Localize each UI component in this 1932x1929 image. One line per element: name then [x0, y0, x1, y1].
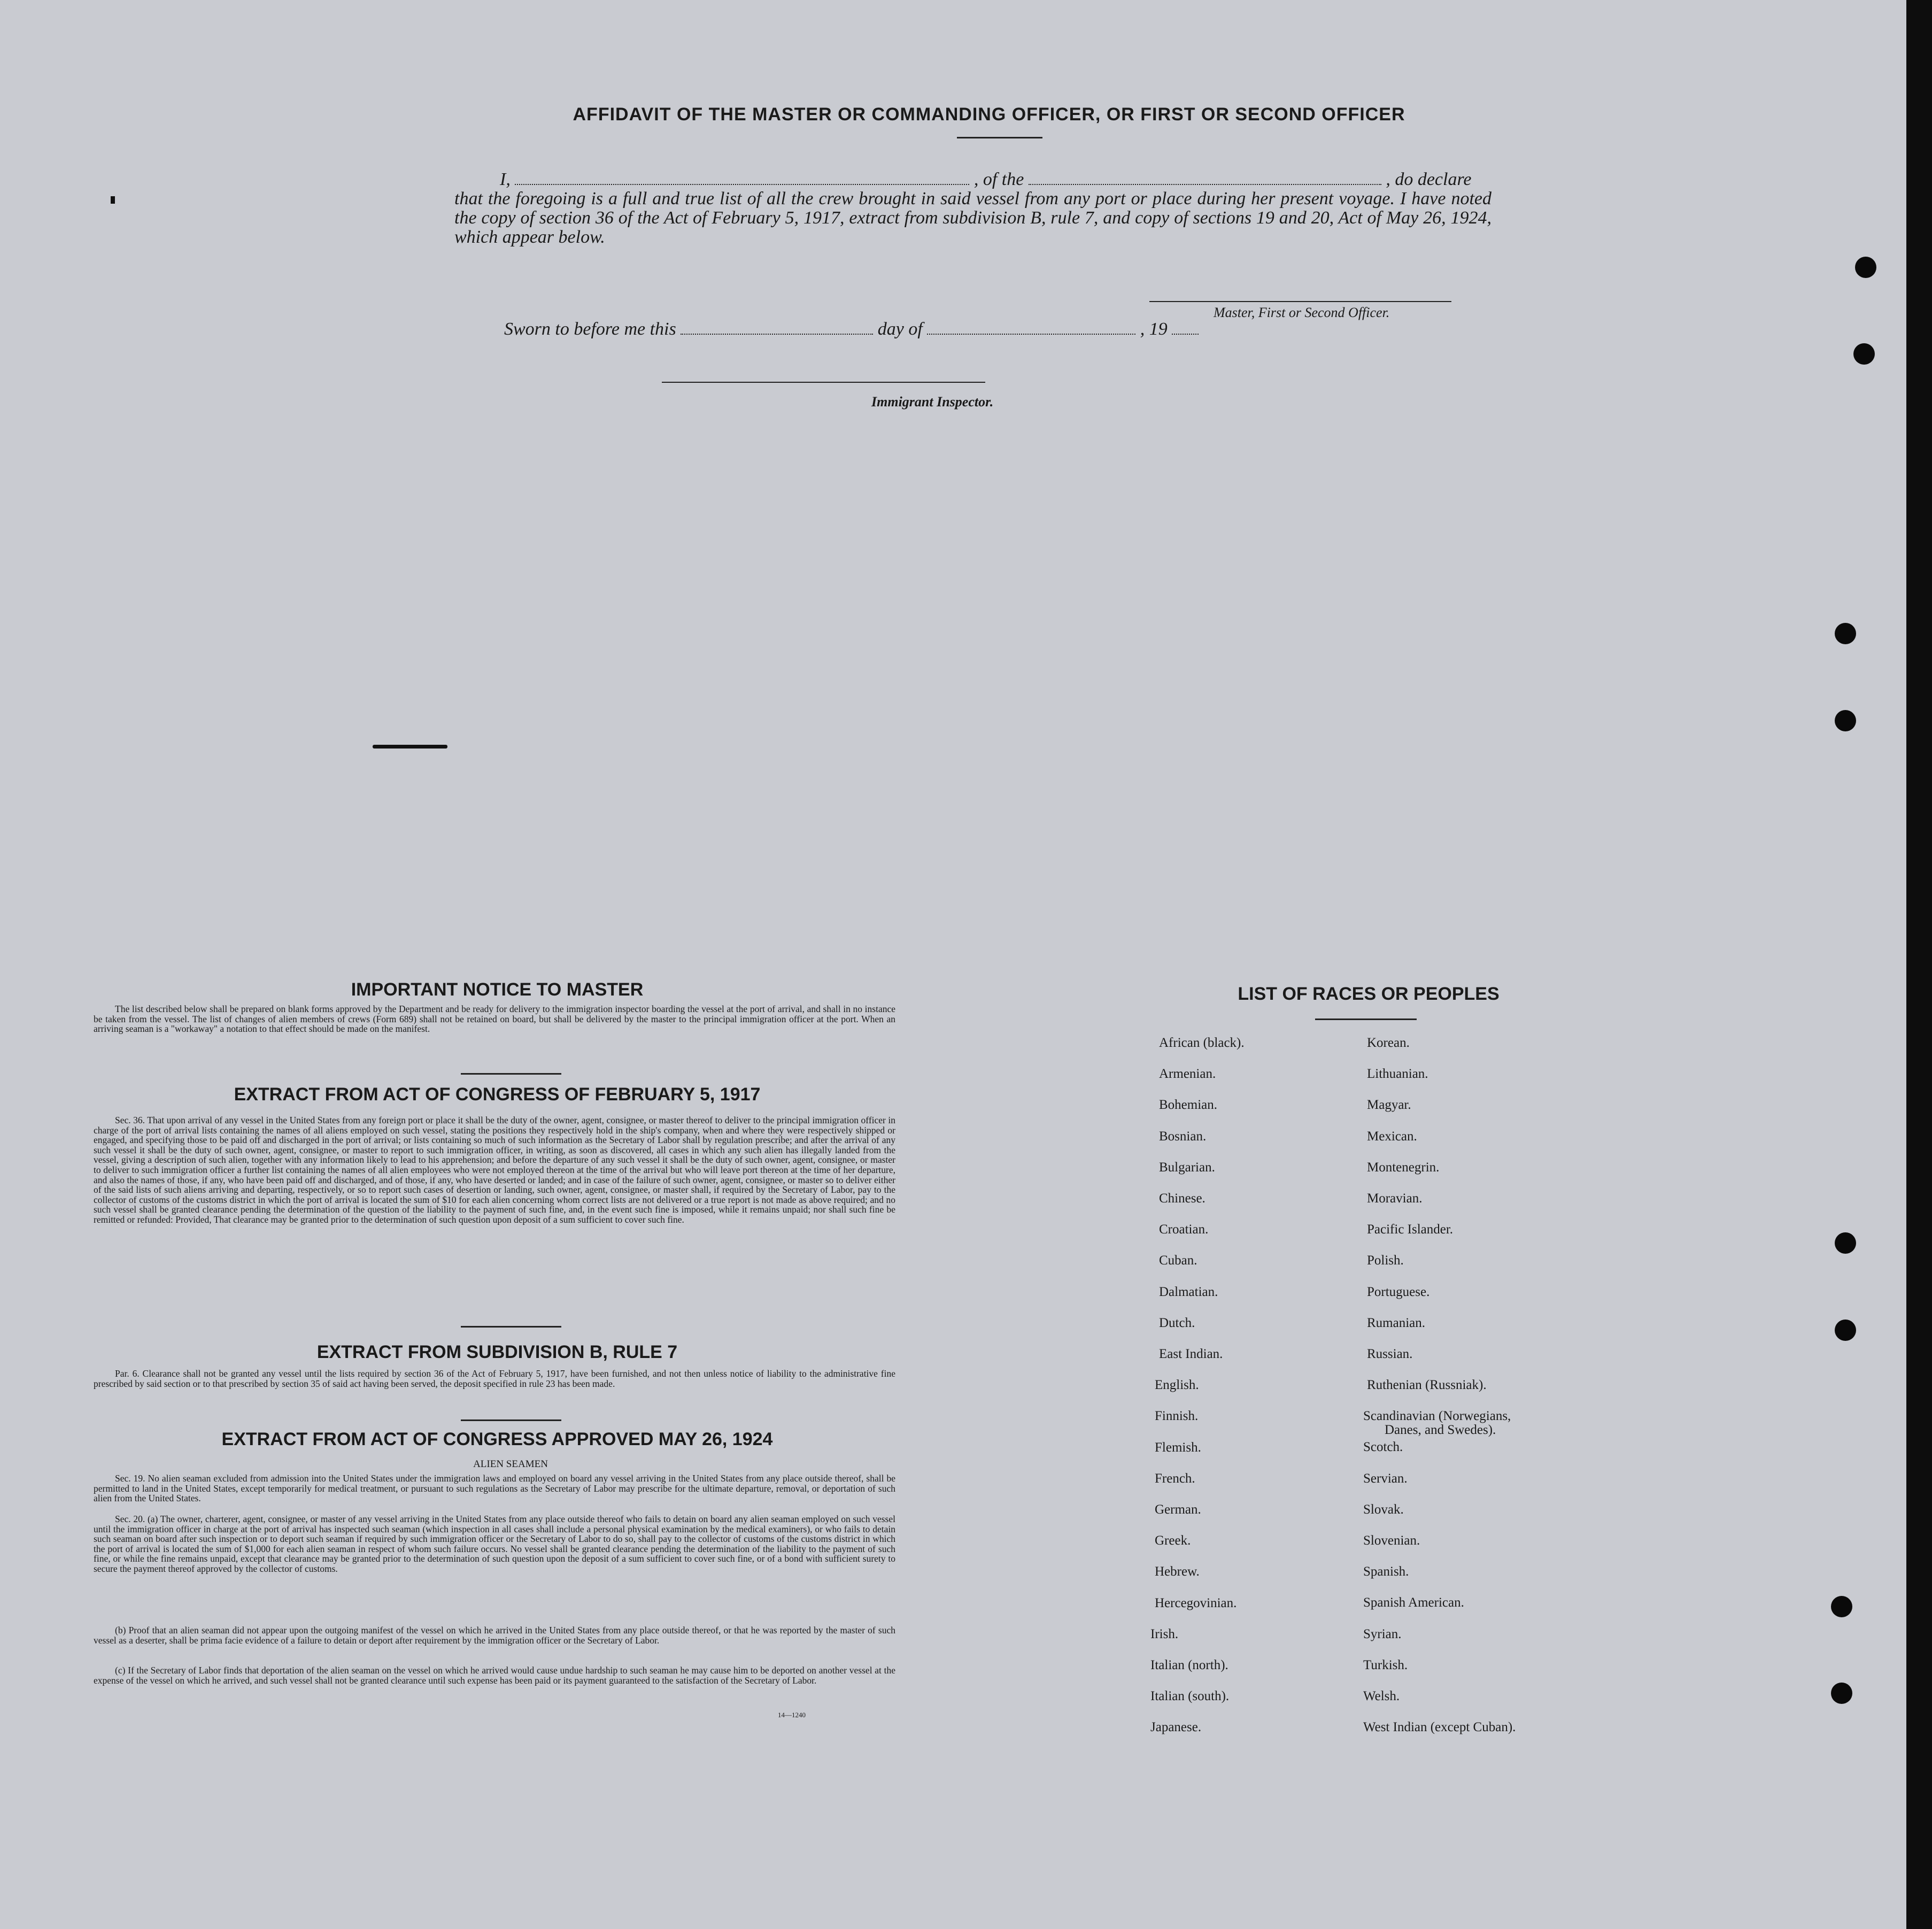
sworn-line [504, 320, 1253, 339]
race-item: Danes, and Swedes). [1385, 1423, 1496, 1438]
race-item: West Indian (except Cuban). [1363, 1720, 1516, 1735]
sec20c-body: (c) If the Secretary of Labor finds that deportation of the alien seaman on the vessel on which he arrived would cause undue hardship to such seaman he may cause him to be deported on another vessel at the expense of the vessel on which he arrived, and such vessel shall not be granted clearance until such expense has been paid or its payment guaranteed to the satisfaction of the Secretary of Labor. [94, 1665, 895, 1686]
sec20c-text [94, 1665, 895, 1685]
title-divider [957, 137, 1042, 138]
extract-1924-title: EXTRACT FROM ACT OF CONGRESS APPROVED MAY 26, 1924 [221, 1429, 773, 1449]
race-item: Bosnian. [1159, 1129, 1207, 1144]
punch-hole [1853, 343, 1875, 365]
race-item: Spanish American. [1363, 1595, 1464, 1610]
race-item: Dutch. [1159, 1315, 1195, 1330]
race-item: German. [1155, 1502, 1201, 1517]
race-item: Syrian. [1363, 1626, 1402, 1641]
race-item: French. [1155, 1471, 1195, 1486]
declarant-label: I, [500, 169, 511, 189]
extract-1917-title: EXTRACT FROM ACT OF CONGRESS OF FEBRUARY 5, 1917 [234, 1084, 761, 1105]
vessel-label: , of the [973, 169, 1024, 189]
notice-divider [461, 1073, 561, 1075]
race-item: Polish. [1367, 1253, 1404, 1268]
sec19-text [94, 1473, 895, 1503]
punch-hole [1835, 1232, 1856, 1254]
inspector-caption: Immigrant Inspector. [871, 394, 994, 410]
race-item: Slovenian. [1363, 1533, 1420, 1548]
punch-hole [1855, 257, 1876, 278]
race-item: Irish. [1150, 1626, 1179, 1641]
race-item: Hebrew. [1155, 1564, 1200, 1579]
race-item: Servian. [1363, 1471, 1408, 1486]
races-divider [1315, 1018, 1417, 1020]
race-item: Moravian. [1367, 1191, 1423, 1206]
race-item: Pacific Islander. [1367, 1222, 1454, 1237]
race-item: Ruthenian (Russniak). [1367, 1378, 1487, 1393]
punch-hole [1835, 1320, 1856, 1341]
race-item: Dalmatian. [1159, 1284, 1218, 1299]
race-item: Bohemian. [1159, 1098, 1218, 1113]
races-title: LIST OF RACES OR PEOPLES [1238, 984, 1500, 1004]
race-item: Russian. [1367, 1347, 1413, 1361]
day-of-label: day of [877, 319, 923, 339]
sworn-label: Sworn to before me this [504, 319, 676, 339]
inspector-signature-line [662, 382, 985, 383]
race-item: Lithuanian. [1367, 1067, 1428, 1082]
signature-caption: Master, First or Second Officer. [1214, 305, 1390, 320]
sec19-body: Sec. 19. No alien seaman excluded from admission into the United States under the immigration laws and employed on board any vessel arriving in the United States from any place outside thereof, shall be permitted to land in the United States, except temporarily for medical treatment, or pursuant to such regulations as the Secretary of Labor may prescribe for the ultimate departure, removal, or deportation of such alien from the United States. [94, 1473, 895, 1504]
punch-hole [1831, 1596, 1852, 1617]
race-item: Korean. [1367, 1036, 1410, 1050]
sec20b-body: (b) Proof that an alien seaman did not appear upon the outgoing manifest of the vessel on which he arrived in the United States from any place outside thereof, or that he was reported by the master of such vessel as a deserter, shall be prima facie evidence of a failure to detain or deport after requirement by the immigration officer or the Secretary of Labor. [94, 1625, 895, 1646]
race-item: Greek. [1155, 1533, 1191, 1548]
race-item: Italian (north). [1150, 1658, 1228, 1672]
signature-line [1149, 301, 1451, 302]
race-item: Welsh. [1363, 1689, 1400, 1703]
extract-rule7-divider [461, 1419, 561, 1421]
extract-1917-body: Sec. 36. That upon arrival of any vessel in the United States from any foreign port or place it shall be the duty of the owner, agent, consignee, or master thereof to deliver to the principal immigration officer in charge of the port of arrival lists containing the names of all aliens employed on such vessel, stating the positions they respectively hold in the ship's company, when and where they were respectively shipped or engaged, and specifying those to be paid off and discharged in the port of arrival; or lists containing so much of such information as the Secretary of Labor shall by regulation prescribe; and after the arrival of any such vessel it shall be the duty of such owner, agent, consignee, or master to report to such immigration officer, in writing, as soon as discovered, all cases in which any such alien has illegally landed from the vessel, giving a description of such alien, together with any information likely to lead to his apprehension; and before the departure of any such vessel it shall be the duty of such owner, agent, consignee, or master to deliver to such immigration officer a further list containing the names of all alien employees who were not employed thereon at the time of the arrival but who will leave port thereon at the time of her departure, and also the names of those, if any, who have been paid off and discharged, and of those, if any, who have deserted or landed; and in case of the failure of such owner, agent, consignee, or master so to deliver either of the said lists of such aliens arriving and departing, respectively, or so to report such cases of desertion or landing, such owner, agent, consignee, or master shall, if required by the Secretary of Labor, pay to the collector of customs of the customs district in which the port of arrival is located the sum of $10 for each alien concerning whom correct lists are not delivered or a true report is not made as above required; and no such vessel shall be granted clearance pending the determination of the question of the liability to the payment of such fine, and, in the event such fine is imposed, while it remains unpaid; nor shall such fine be remitted or refunded: Provided, That clearance may be granted prior to the determination of such question upon deposit of a sum sufficient to cover such fine. [94, 1115, 895, 1225]
extract-1917-text [94, 1115, 895, 1225]
race-item: Finnish. [1155, 1409, 1199, 1424]
extract-rule7-title: EXTRACT FROM SUBDIVISION B, RULE 7 [316, 1342, 678, 1362]
race-item: Slovak. [1363, 1502, 1404, 1517]
ink-speck [111, 196, 115, 204]
extract-1917-divider [461, 1326, 561, 1328]
notice-text [94, 1004, 895, 1034]
race-item: English. [1155, 1378, 1199, 1393]
punch-hole [1831, 1683, 1852, 1704]
race-item: Bulgarian. [1159, 1160, 1215, 1175]
vessel-name-blank [1029, 182, 1381, 185]
ink-smudge [373, 745, 447, 749]
sworn-year-blank [1172, 331, 1199, 335]
sworn-day-blank [681, 331, 873, 335]
race-item: Rumanian. [1367, 1315, 1426, 1330]
sworn-month-blank [927, 331, 1135, 335]
year-label: , 19 [1140, 319, 1168, 339]
sec20b-text [94, 1625, 895, 1645]
race-item: Turkish. [1363, 1657, 1408, 1672]
affidavit-title: AFFIDAVIT OF THE MASTER OR COMMANDING OFFICER, OR FIRST OR SECOND OFFICER [573, 104, 1405, 125]
affidavit-first-line [500, 170, 1491, 189]
race-item: Montenegrin. [1367, 1160, 1440, 1175]
declare-label: , do declare [1386, 169, 1472, 189]
form-number: 14—1240 [778, 1711, 806, 1719]
extract-rule7-body: Par. 6. Clearance shall not be granted any vessel until the lists required by section 36 of the Act of February 5, 1917, have been furnished, and not then unless notice of liability to the administrative fine prescribed by said section or to that prescribed by section 35 of said act having been served, the deposit specified in rule 23 has been made. [94, 1368, 895, 1389]
race-item: Magyar. [1367, 1098, 1411, 1113]
race-item: African (black). [1159, 1036, 1245, 1050]
race-item: Mexican. [1367, 1129, 1417, 1144]
punch-hole [1835, 710, 1856, 731]
race-item: East Indian. [1159, 1347, 1223, 1361]
notice-title: IMPORTANT NOTICE TO MASTER [351, 979, 644, 1000]
race-item: Chinese. [1159, 1191, 1205, 1206]
race-item: Portuguese. [1367, 1284, 1430, 1299]
race-item: Italian (south). [1150, 1689, 1230, 1704]
race-item: Armenian. [1159, 1067, 1216, 1082]
race-item: Japanese. [1150, 1720, 1202, 1735]
alien-seamen-subtitle: ALIEN SEAMEN [473, 1459, 548, 1470]
race-item: Scotch. [1363, 1440, 1403, 1455]
race-item: Flemish. [1155, 1440, 1201, 1455]
affidavit-body: that the foregoing is a full and true list of all the crew brought in said vessel from any port or place during her present voyage. I have noted the copy of section 36 of the Act of February 5, 1917, extract from subdivision B, rule 7, and copy of sections 19 and 20, Act of May 26, 1924, which appear below. [454, 189, 1491, 247]
extract-rule7-text [94, 1369, 895, 1388]
race-item: Cuban. [1159, 1253, 1197, 1268]
race-item: Croatian. [1159, 1222, 1209, 1237]
punch-hole [1835, 623, 1856, 644]
notice-text-body: The list described below shall be prepared on blank forms approved by the Department and be ready for delivery to the immigration inspector boarding the vessel at the port of arrival, and shall in no instance be taken from the vessel. The list of changes of alien members of crews (Form 689) shall not be retained on board, but shall be delivered by the master to the principal immigration officer at the port. When an arriving seaman is a "workaway" a notation to that effect should be made on the manifest. [94, 1004, 895, 1035]
sec20a-text [94, 1514, 895, 1574]
sec20a-body: Sec. 20. (a) The owner, charterer, agent, consignee, or master of any vessel arriving in the United States from any place outside thereof who fails to detain on board any alien seaman employed on such vessel until the immigration officer in charge at the port of arrival has inspected such seaman (which inspection in all cases shall include a personal physical examination by the medical examiners), or who fails to detain such seaman on board after such inspection or to deport such seaman if required by such immigration officer or the Secretary of Labor to do so, shall pay to the collector of customs of the customs district in which the port of arrival is located the sum of $1,000 for each alien seaman in respect of whom such failure occurs. No vessel shall be granted clearance pending the determination of the liability to the payment of such fine, or while the fine remains unpaid, except that clearance may be granted prior to the determination of such question upon the deposit of a sum sufficient to cover such fine, or of a bond with sufficient surety to secure the payment thereof approved by the collector of customs. [94, 1514, 895, 1574]
scan-border [1906, 0, 1932, 1929]
race-item: Spanish. [1363, 1564, 1409, 1579]
race-item: Scandinavian (Norwegians, [1363, 1409, 1511, 1424]
declarant-name-blank [515, 182, 969, 185]
race-item: Hercegovinian. [1155, 1595, 1237, 1610]
